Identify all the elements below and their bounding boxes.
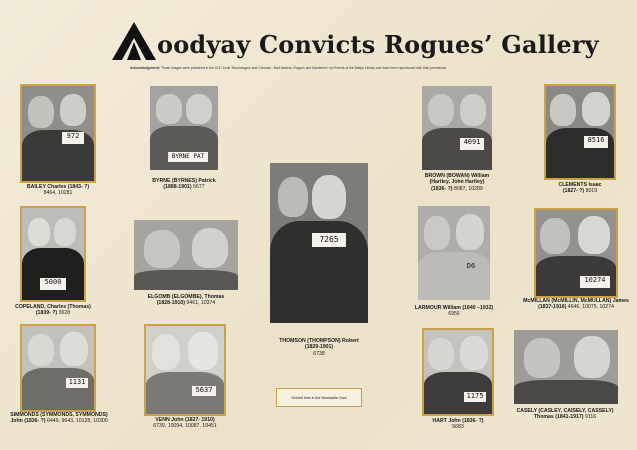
convict-caption-casely bbox=[500, 408, 630, 421]
convict-name: CLEMENTS Isaac bbox=[558, 182, 602, 188]
page-title: oodyay Convicts Rogues’ Gallery bbox=[157, 30, 599, 59]
convict-name: BYRNE (BYRNES) Patrick bbox=[152, 178, 216, 184]
convict-years: (1836- ?) 8087, 10289 bbox=[431, 185, 483, 192]
convict-years: (1827- ?) 8019 bbox=[562, 188, 598, 195]
convict-name: THOMSON (THOMPSON) Robert bbox=[279, 338, 359, 344]
convict-numbers: 6956 bbox=[448, 311, 460, 318]
convict-caption-bailey bbox=[6, 184, 110, 197]
convict-photo-copeland bbox=[22, 208, 84, 300]
convict-numbers: 5683 bbox=[452, 424, 464, 431]
newcastle-gaol-note: Served time in the Newcastle Gaol bbox=[276, 388, 362, 407]
convict-years: (1837-1916) 4646, 10075, 10274 bbox=[538, 304, 614, 311]
convict-name: HART John (1836- ?) bbox=[432, 418, 484, 424]
convict-photo-thomson bbox=[270, 163, 368, 323]
prisoner-number-board: 1131 bbox=[66, 378, 88, 388]
convict-photo-simmonds bbox=[22, 326, 94, 410]
convict-photo-venn bbox=[146, 326, 224, 414]
convict-caption-clements bbox=[540, 182, 620, 195]
convict-name: LARMOUR William (1840 –1932) bbox=[414, 305, 494, 311]
convict-years: John (1836- ?) 6449, 9643, 10128, 10300 bbox=[10, 418, 108, 425]
prisoner-number-board: 972 bbox=[62, 132, 84, 144]
convict-years: (1839- ?) 3628 bbox=[35, 310, 71, 317]
convict-caption-elgomb bbox=[126, 294, 246, 307]
prisoner-number-board: 8516 bbox=[584, 136, 608, 148]
prisoner-number-board: 5637 bbox=[192, 386, 216, 396]
acknowledgement-text: These images were published in the 2017 book “Bushrangers and Convicts - Bad-dealers, Rogues and Murderers” by Friends of the Battye Library and have been reproduced with their permission. bbox=[161, 66, 448, 70]
convict-years: (1828-1910) 9461, 10374 bbox=[156, 300, 216, 307]
convict-photo-elgomb bbox=[134, 220, 238, 290]
convict-photo-byrne bbox=[150, 86, 218, 170]
convict-caption-simmonds bbox=[4, 412, 114, 425]
convict-photo-bailey bbox=[22, 86, 94, 181]
prisoner-number-board: 7265 bbox=[312, 233, 346, 247]
acknowledgement-label: Acknowledgement: bbox=[130, 66, 161, 70]
prisoner-number-board: 5000 bbox=[40, 278, 66, 290]
swan-river-arrow-logo-icon bbox=[112, 22, 156, 62]
convict-photo-larmour bbox=[418, 206, 490, 300]
convict-name: ELGOMB (ELGOMBE), Thomas bbox=[147, 294, 225, 300]
prisoner-number-board: 1175 bbox=[464, 392, 486, 402]
convict-years: (1829-1901) bbox=[304, 344, 334, 351]
convict-name: McMILLAN (McMILLIN, McMULLAN) James bbox=[523, 298, 629, 304]
convict-caption-thomson bbox=[258, 338, 380, 357]
convict-name: BROWN (BOWAN) William bbox=[424, 173, 490, 179]
convict-photo-mcmillan bbox=[536, 210, 616, 296]
convict-name: SIMMONDS (SYMMONDS, SYMMONDS) bbox=[10, 412, 108, 418]
convict-caption-brown bbox=[402, 173, 512, 192]
convict-photo-casely bbox=[514, 330, 618, 404]
convict-caption-hart bbox=[404, 418, 512, 431]
convict-name: CASELY (CASLEY, CAISELY, CASSELY) bbox=[516, 408, 614, 414]
convict-caption-byrne bbox=[138, 178, 230, 191]
prisoner-number-board: 4091 bbox=[460, 138, 484, 150]
convict-photo-clements bbox=[546, 86, 614, 178]
convict-caption-larmour bbox=[400, 305, 508, 318]
prisoner-number-board: 10274 bbox=[580, 276, 610, 288]
convict-photo-hart bbox=[424, 330, 492, 414]
convict-name: BAILEY Charles (1843- ?) bbox=[26, 184, 90, 190]
convict-years: (1888-1901) 5677 bbox=[163, 184, 205, 191]
acknowledgement bbox=[130, 66, 510, 70]
convict-numbers: 6739, 10094, 10087, 10451 bbox=[153, 423, 217, 430]
convict-numbers: 6738 bbox=[313, 350, 325, 357]
convict-photo-brown bbox=[422, 86, 492, 170]
convict-numbers: 8464, 10281 bbox=[43, 190, 73, 197]
convict-caption-copeland bbox=[6, 304, 100, 317]
prisoner-number-board: BYRNE PAT bbox=[168, 152, 208, 162]
convict-caption-venn bbox=[130, 417, 240, 430]
convict-name: VENN John (1827- 1910) bbox=[155, 417, 215, 423]
convict-alias: (Hartley, John Hartley) bbox=[429, 179, 485, 186]
convict-caption-mcmillan bbox=[518, 298, 634, 311]
prisoner-number-board: D6 bbox=[466, 262, 476, 270]
convict-name: COPELAND, Charles (Thomas) bbox=[15, 304, 91, 310]
convict-years: Thomas (1841-1917) 9116 bbox=[533, 414, 597, 421]
